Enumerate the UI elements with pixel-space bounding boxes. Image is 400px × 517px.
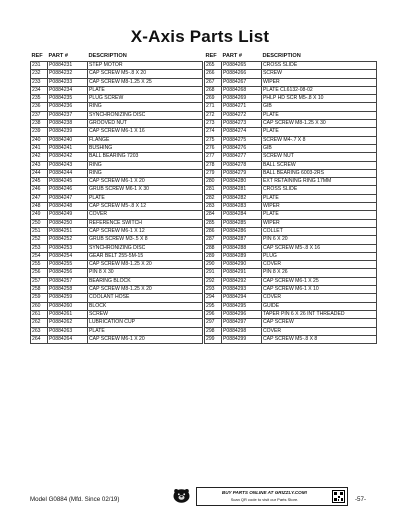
part-number-cell: P0884292 [222, 277, 262, 285]
table-row [205, 269, 377, 277]
description-cell: PHLP HD SCR M5-.8 X 10 [262, 95, 377, 103]
table-row [205, 62, 377, 70]
part-number-cell: P0884245 [48, 178, 88, 186]
description-cell: CAP SCREW M6-1 X 20 [88, 178, 203, 186]
parts-store-promo[interactable] [196, 487, 348, 506]
table-row [31, 302, 203, 310]
table-row [205, 86, 377, 94]
ref-cell: 256 [31, 269, 48, 277]
part-number-cell: P0884242 [48, 153, 88, 161]
description-cell: COLLET [262, 227, 377, 235]
part-number-cell: P0884272 [222, 111, 262, 119]
description-cell: COVER [262, 261, 377, 269]
ref-cell: 291 [205, 269, 222, 277]
ref-cell: 268 [205, 86, 222, 94]
grizzly-bear-logo-icon [173, 488, 190, 503]
ref-cell: 236 [31, 103, 48, 111]
ref-cell: 264 [31, 335, 48, 343]
description-cell: CROSS SLIDE [262, 186, 377, 194]
ref-cell: 274 [205, 128, 222, 136]
part-number-cell: P0884239 [48, 128, 88, 136]
table-row [205, 111, 377, 119]
description-cell: GRUB SCREW M3-.5 X 8 [88, 236, 203, 244]
table-row [31, 227, 203, 235]
part-number-cell: P0884275 [222, 136, 262, 144]
description-cell: BLOCK [88, 302, 203, 310]
description-cell: PLATE [262, 211, 377, 219]
table-row [205, 335, 377, 343]
table-row [205, 252, 377, 260]
description-cell: CAP SCREW M6-1 X 16 [88, 128, 203, 136]
table-row [31, 70, 203, 78]
table-row [31, 111, 203, 119]
ref-cell: 238 [31, 120, 48, 128]
description-cell: PLATE [262, 194, 377, 202]
ref-cell: 241 [31, 144, 48, 152]
part-number-cell: P0884296 [222, 310, 262, 318]
table-row [31, 327, 203, 335]
description-cell: COVER [88, 211, 203, 219]
ref-cell: 240 [31, 136, 48, 144]
table-row [205, 136, 377, 144]
ref-cell: 282 [205, 194, 222, 202]
ref-cell: 253 [31, 244, 48, 252]
table-row [31, 319, 203, 327]
description-cell: CAP SCREW M5-.8 X 16 [262, 244, 377, 252]
part-number-cell: P0884238 [48, 120, 88, 128]
description-cell: GIB [262, 103, 377, 111]
part-number-cell: P0884268 [222, 86, 262, 94]
part-number-cell: P0884294 [222, 294, 262, 302]
part-number-cell: P0884277 [222, 153, 262, 161]
ref-cell: 297 [205, 319, 222, 327]
description-cell: SCREW [262, 70, 377, 78]
ref-cell: 290 [205, 261, 222, 269]
part-number-cell: P0884279 [222, 169, 262, 177]
ref-cell: 246 [31, 186, 48, 194]
table-row [31, 103, 203, 111]
part-number-cell: P0884233 [48, 78, 88, 86]
description-cell: CAP SCREW M8-1.25 X 30 [262, 120, 377, 128]
ref-cell: 234 [31, 86, 48, 94]
table-row [31, 95, 203, 103]
description-cell: WIPER [262, 78, 377, 86]
ref-cell: 252 [31, 236, 48, 244]
part-number-cell: P0884261 [48, 310, 88, 318]
part-number-cell: P0884250 [48, 219, 88, 227]
ref-cell: 261 [31, 310, 48, 318]
part-number-cell: P0884293 [222, 286, 262, 294]
promo-headline: BUY PARTS ONLINE AT GRIZZLY.COM! [221, 490, 308, 495]
parts-table-right [204, 52, 377, 344]
ref-cell: 278 [205, 161, 222, 169]
description-cell: SCREW [88, 310, 203, 318]
table-row [31, 62, 203, 70]
table-row [31, 136, 203, 144]
part-number-cell: P0884271 [222, 103, 262, 111]
part-number-cell: P0884254 [48, 252, 88, 260]
description-cell: BALL BEARING 7203 [88, 153, 203, 161]
description-cell: CAP SCREW M8-1.25 X 25 [88, 78, 203, 86]
description-cell: STEP MOTOR [88, 62, 203, 70]
ref-cell: 295 [205, 302, 222, 310]
ref-cell: 231 [31, 62, 48, 70]
ref-cell: 284 [205, 211, 222, 219]
ref-cell: 286 [205, 227, 222, 235]
part-number-cell: P0884263 [48, 327, 88, 335]
header-part: PART # [222, 53, 242, 59]
ref-cell: 239 [31, 128, 48, 136]
part-number-cell: P0884287 [222, 236, 262, 244]
description-cell: WIPER [262, 219, 377, 227]
part-number-cell: P0884240 [48, 136, 88, 144]
description-cell: PIN 8 X 26 [262, 269, 377, 277]
table-row [205, 161, 377, 169]
table-row [205, 261, 377, 269]
description-cell: CAP SCREW M8-1.25 X 20 [88, 286, 203, 294]
description-cell: WIPER [262, 203, 377, 211]
table-row [205, 244, 377, 252]
table-row [205, 319, 377, 327]
ref-cell: 259 [31, 294, 48, 302]
ref-cell: 243 [31, 161, 48, 169]
table-row [205, 327, 377, 335]
part-number-cell: P0884243 [48, 161, 88, 169]
part-number-cell: P0884297 [222, 319, 262, 327]
description-cell: CAP SCREW M8-1.25 X 20 [88, 261, 203, 269]
ref-cell: 254 [31, 252, 48, 260]
ref-cell: 242 [31, 153, 48, 161]
part-number-cell: P0884234 [48, 86, 88, 94]
description-cell: PIN 6 X 20 [262, 236, 377, 244]
description-cell: EXT RETAINING RING 17MM [262, 178, 377, 186]
table-header-row [31, 52, 203, 62]
ref-cell: 245 [31, 178, 48, 186]
table-row [31, 277, 203, 285]
ref-cell: 288 [205, 244, 222, 252]
ref-cell: 293 [205, 286, 222, 294]
part-number-cell: P0884246 [48, 186, 88, 194]
description-cell: CAP SCREW M5-.8 X 12 [88, 203, 203, 211]
ref-cell: 269 [205, 95, 222, 103]
ref-cell: 277 [205, 153, 222, 161]
description-cell: CROSS SLIDE [262, 62, 377, 70]
table-row [31, 186, 203, 194]
part-number-cell: P0884232 [48, 70, 88, 78]
part-number-cell: P0884290 [222, 261, 262, 269]
ref-cell: 289 [205, 252, 222, 260]
description-cell: COVER [262, 327, 377, 335]
description-cell: RING [88, 161, 203, 169]
description-cell: PLATE [88, 86, 203, 94]
part-number-cell: P0884255 [48, 261, 88, 269]
part-number-cell: P0884264 [48, 335, 88, 343]
part-number-cell: P0884260 [48, 302, 88, 310]
table-row [31, 236, 203, 244]
description-cell: CAP SCREW M6-1 X 25 [262, 277, 377, 285]
header-ref: REF [31, 53, 43, 59]
table-row [31, 244, 203, 252]
table-row [205, 194, 377, 202]
ref-cell: 279 [205, 169, 222, 177]
table-row [205, 294, 377, 302]
ref-cell: 247 [31, 194, 48, 202]
part-number-cell: P0884258 [48, 286, 88, 294]
part-number-cell: P0884283 [222, 203, 262, 211]
description-cell: CAP SCREW [262, 319, 377, 327]
ref-cell: 244 [31, 169, 48, 177]
part-number-cell: P0884266 [222, 70, 262, 78]
description-cell: BALL BEARING 6003-2RS [262, 169, 377, 177]
ref-cell: 263 [31, 327, 48, 335]
part-number-cell: P0884259 [48, 294, 88, 302]
table-row [31, 169, 203, 177]
qr-code-icon[interactable] [332, 490, 345, 503]
table-row [205, 186, 377, 194]
part-number-cell: P0884282 [222, 194, 262, 202]
description-cell: GRUB SCREW M6-1 X 30 [88, 186, 203, 194]
ref-cell: 248 [31, 203, 48, 211]
ref-cell: 276 [205, 144, 222, 152]
promo-subtext: Scan QR code to visit our Parts Store. [230, 496, 299, 502]
table-row [31, 335, 203, 343]
table-row [205, 128, 377, 136]
table-row [205, 302, 377, 310]
ref-cell: 250 [31, 219, 48, 227]
table-row [31, 203, 203, 211]
description-cell: CAP SCREW M6-1 X 20 [88, 335, 203, 343]
description-cell: FLANGE [88, 136, 203, 144]
table-row [31, 219, 203, 227]
part-number-cell: P0884231 [48, 62, 88, 70]
part-number-cell: P0884251 [48, 227, 88, 235]
header-description: DESCRIPTION [88, 53, 127, 59]
description-cell: PLATE [88, 194, 203, 202]
part-number-cell: P0884285 [222, 219, 262, 227]
ref-cell: 280 [205, 178, 222, 186]
ref-cell: 255 [31, 261, 48, 269]
table-row [31, 194, 203, 202]
part-number-cell: P0884262 [48, 319, 88, 327]
part-number-cell: P0884248 [48, 203, 88, 211]
description-cell: LUBRICATION CUP [88, 319, 203, 327]
ref-cell: 262 [31, 319, 48, 327]
ref-cell: 273 [205, 120, 222, 128]
description-cell: GEAR BELT 255-5M-15 [88, 252, 203, 260]
table-row [31, 211, 203, 219]
page-number: -57- [355, 496, 367, 503]
header-ref: REF [205, 53, 217, 59]
description-cell: SYNCHRONIZING DISC [88, 244, 203, 252]
table-row [205, 95, 377, 103]
page-title: X-Axis Parts List [130, 27, 270, 46]
part-number-cell: P0884299 [222, 335, 262, 343]
ref-cell: 285 [205, 219, 222, 227]
ref-cell: 281 [205, 186, 222, 194]
table-row [205, 70, 377, 78]
ref-cell: 275 [205, 136, 222, 144]
ref-cell: 296 [205, 310, 222, 318]
description-cell: SCREW NUT [262, 153, 377, 161]
part-number-cell: P0884298 [222, 327, 262, 335]
table-row [31, 269, 203, 277]
parts-table-left [30, 52, 203, 344]
description-cell: GROOVED NUT [88, 120, 203, 128]
table-row [31, 286, 203, 294]
table-row [205, 144, 377, 152]
table-row [31, 161, 203, 169]
ref-cell: 235 [31, 95, 48, 103]
description-cell: REFERENCE SWITCH [88, 219, 203, 227]
description-cell: RING [88, 103, 203, 111]
table-row [205, 310, 377, 318]
table-row [31, 128, 203, 136]
part-number-cell: P0884249 [48, 211, 88, 219]
table-row [205, 211, 377, 219]
description-cell: TAPER PIN 6 X 26 INT THREADED [262, 310, 377, 318]
description-cell: COOLANT HOSE [88, 294, 203, 302]
part-number-cell: P0884281 [222, 186, 262, 194]
table-row [31, 252, 203, 260]
description-cell: COVER [262, 294, 377, 302]
part-number-cell: P0884288 [222, 244, 262, 252]
table-row [31, 153, 203, 161]
table-row [31, 294, 203, 302]
description-cell: PLATE [88, 327, 203, 335]
part-number-cell: P0884291 [222, 269, 262, 277]
table-row [31, 78, 203, 86]
description-cell: CAP SCREW M6-1 X 10 [262, 286, 377, 294]
description-cell: BUSHING [88, 144, 203, 152]
part-number-cell: P0884274 [222, 128, 262, 136]
part-number-cell: P0884295 [222, 302, 262, 310]
part-number-cell: P0884253 [48, 244, 88, 252]
ref-cell: 237 [31, 111, 48, 119]
part-number-cell: P0884235 [48, 95, 88, 103]
table-row [31, 120, 203, 128]
table-row [205, 277, 377, 285]
part-number-cell: P0884236 [48, 103, 88, 111]
part-number-cell: P0884278 [222, 161, 262, 169]
ref-cell: 287 [205, 236, 222, 244]
table-row [205, 78, 377, 86]
description-cell: GUIDE [262, 302, 377, 310]
description-cell: PLATE [262, 111, 377, 119]
header-description: DESCRIPTION [262, 53, 301, 59]
ref-cell: 232 [31, 70, 48, 78]
part-number-cell: P0884244 [48, 169, 88, 177]
part-number-cell: P0884237 [48, 111, 88, 119]
description-cell: CAP SCREW M5-.8 X 8 [262, 335, 377, 343]
header-part: PART # [48, 53, 68, 59]
ref-cell: 283 [205, 203, 222, 211]
table-row [205, 153, 377, 161]
table-row [205, 227, 377, 235]
table-row [205, 219, 377, 227]
part-number-cell: P0884286 [222, 227, 262, 235]
table-header-row [205, 52, 377, 62]
table-row [205, 236, 377, 244]
table-row [31, 144, 203, 152]
part-number-cell: P0884252 [48, 236, 88, 244]
ref-cell: 294 [205, 294, 222, 302]
part-number-cell: P0884273 [222, 120, 262, 128]
description-cell: PLUG SCREW [88, 95, 203, 103]
description-cell: SCREW M4-.7 X 8 [262, 136, 377, 144]
table-row [205, 120, 377, 128]
description-cell: PIN 8 X 30 [88, 269, 203, 277]
ref-cell: 299 [205, 335, 222, 343]
part-number-cell: P0884276 [222, 144, 262, 152]
table-row [205, 286, 377, 294]
table-row [31, 86, 203, 94]
table-row [205, 178, 377, 186]
ref-cell: 260 [31, 302, 48, 310]
footer-model-text: Model G0884 (Mfd. Since 02/19) [30, 496, 120, 503]
description-cell: PLATE [262, 128, 377, 136]
ref-cell: 292 [205, 277, 222, 285]
ref-cell: 249 [31, 211, 48, 219]
table-row [205, 103, 377, 111]
table-row [205, 169, 377, 177]
part-number-cell: P0884289 [222, 252, 262, 260]
ref-cell: 251 [31, 227, 48, 235]
ref-cell: 298 [205, 327, 222, 335]
table-row [205, 203, 377, 211]
part-number-cell: P0884265 [222, 62, 262, 70]
description-cell: CAP SCREW M5-.8 X 20 [88, 70, 203, 78]
table-row [31, 178, 203, 186]
ref-cell: 271 [205, 103, 222, 111]
ref-cell: 265 [205, 62, 222, 70]
ref-cell: 267 [205, 78, 222, 86]
ref-cell: 233 [31, 78, 48, 86]
part-number-cell: P0884269 [222, 95, 262, 103]
description-cell: SYNCHRONIZING DISC [88, 111, 203, 119]
description-cell: GIB [262, 144, 377, 152]
description-cell: BEARING BLOCK [88, 277, 203, 285]
part-number-cell: P0884241 [48, 144, 88, 152]
description-cell: PLUG [262, 252, 377, 260]
part-number-cell: P0884280 [222, 178, 262, 186]
description-cell: PLATE CL6132-08-02 [262, 86, 377, 94]
ref-cell: 266 [205, 70, 222, 78]
table-row [31, 261, 203, 269]
table-row [31, 310, 203, 318]
part-number-cell: P0884267 [222, 78, 262, 86]
part-number-cell: P0884247 [48, 194, 88, 202]
ref-cell: 258 [31, 286, 48, 294]
ref-cell: 272 [205, 111, 222, 119]
description-cell: RING [88, 169, 203, 177]
part-number-cell: P0884284 [222, 211, 262, 219]
part-number-cell: P0884256 [48, 269, 88, 277]
description-cell: BALL SCREW [262, 161, 377, 169]
ref-cell: 257 [31, 277, 48, 285]
part-number-cell: P0884257 [48, 277, 88, 285]
description-cell: CAP SCREW M6-1 X 12 [88, 227, 203, 235]
